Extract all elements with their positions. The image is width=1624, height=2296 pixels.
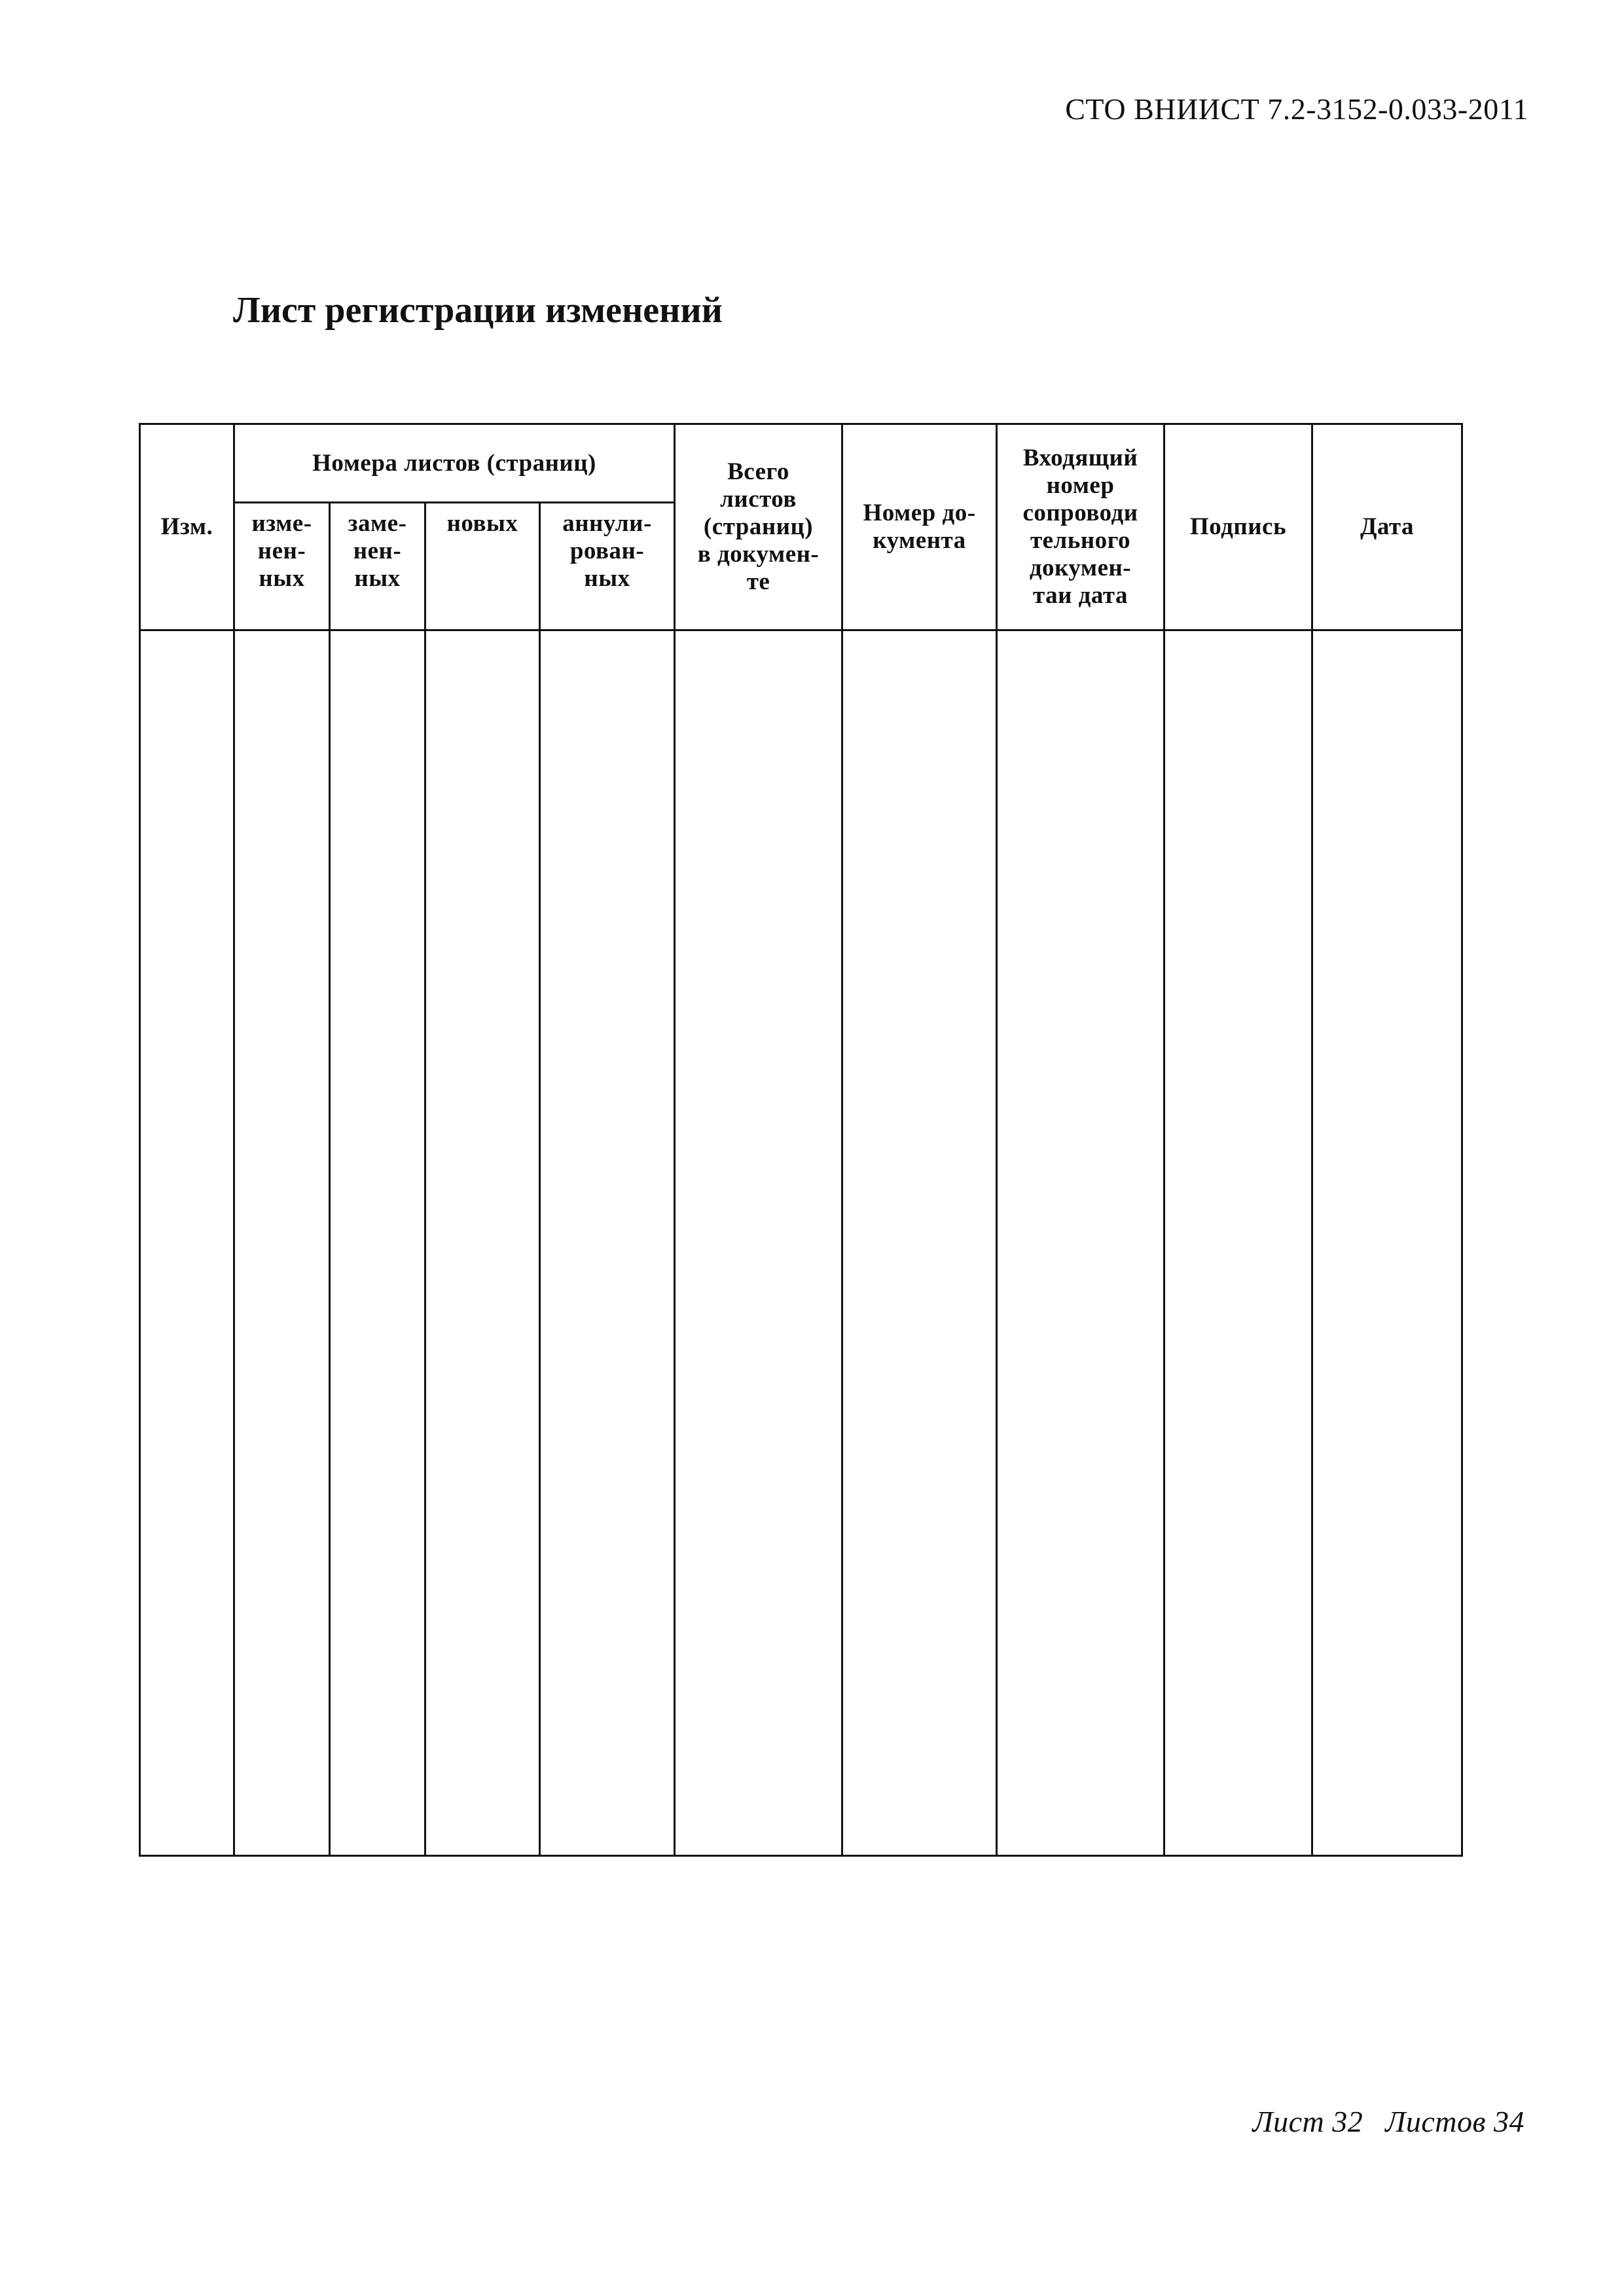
cell-date[interactable] [1312,630,1462,1856]
header-izm: Изм. [140,424,234,630]
sheets-total: Листов 34 [1385,2105,1525,2138]
header-changed: изме- нен- ных [234,503,330,630]
header-signature: Подпись [1164,424,1312,630]
document-code: СТО ВНИИСТ 7.2-3152-0.033-2011 [1065,92,1528,126]
cell-replaced[interactable] [330,630,425,1856]
sheet-counter [1252,2104,1525,2139]
header-row-top [140,424,1462,503]
cell-izm[interactable] [140,630,234,1856]
header-new: новых [425,503,540,630]
header-annulled: аннули- рован- ных [540,503,675,630]
header-document-number: Номер до- кумента [842,424,997,630]
header-incoming-number: Входящий номер сопроводи тельного докумен- таи дата [997,424,1164,630]
header-replaced: заме- нен- ных [330,503,425,630]
sheet-number: Лист 32 [1252,2105,1363,2138]
cell-changed[interactable] [234,630,330,1856]
cell-annulled[interactable] [540,630,675,1856]
change-registration-table [139,423,1463,1857]
header-total-pages: Всего листов (страниц) в докумен- те [675,424,842,630]
header-page-numbers: Номера листов (страниц) [234,424,675,503]
cell-incoming-number[interactable] [997,630,1164,1856]
cell-total-pages[interactable] [675,630,842,1856]
header-date: Дата [1312,424,1462,630]
cell-document-number[interactable] [842,630,997,1856]
cell-signature[interactable] [1164,630,1312,1856]
table-row [140,630,1462,1856]
page-title: Лист регистрации изменений [233,290,723,331]
cell-new[interactable] [425,630,540,1856]
